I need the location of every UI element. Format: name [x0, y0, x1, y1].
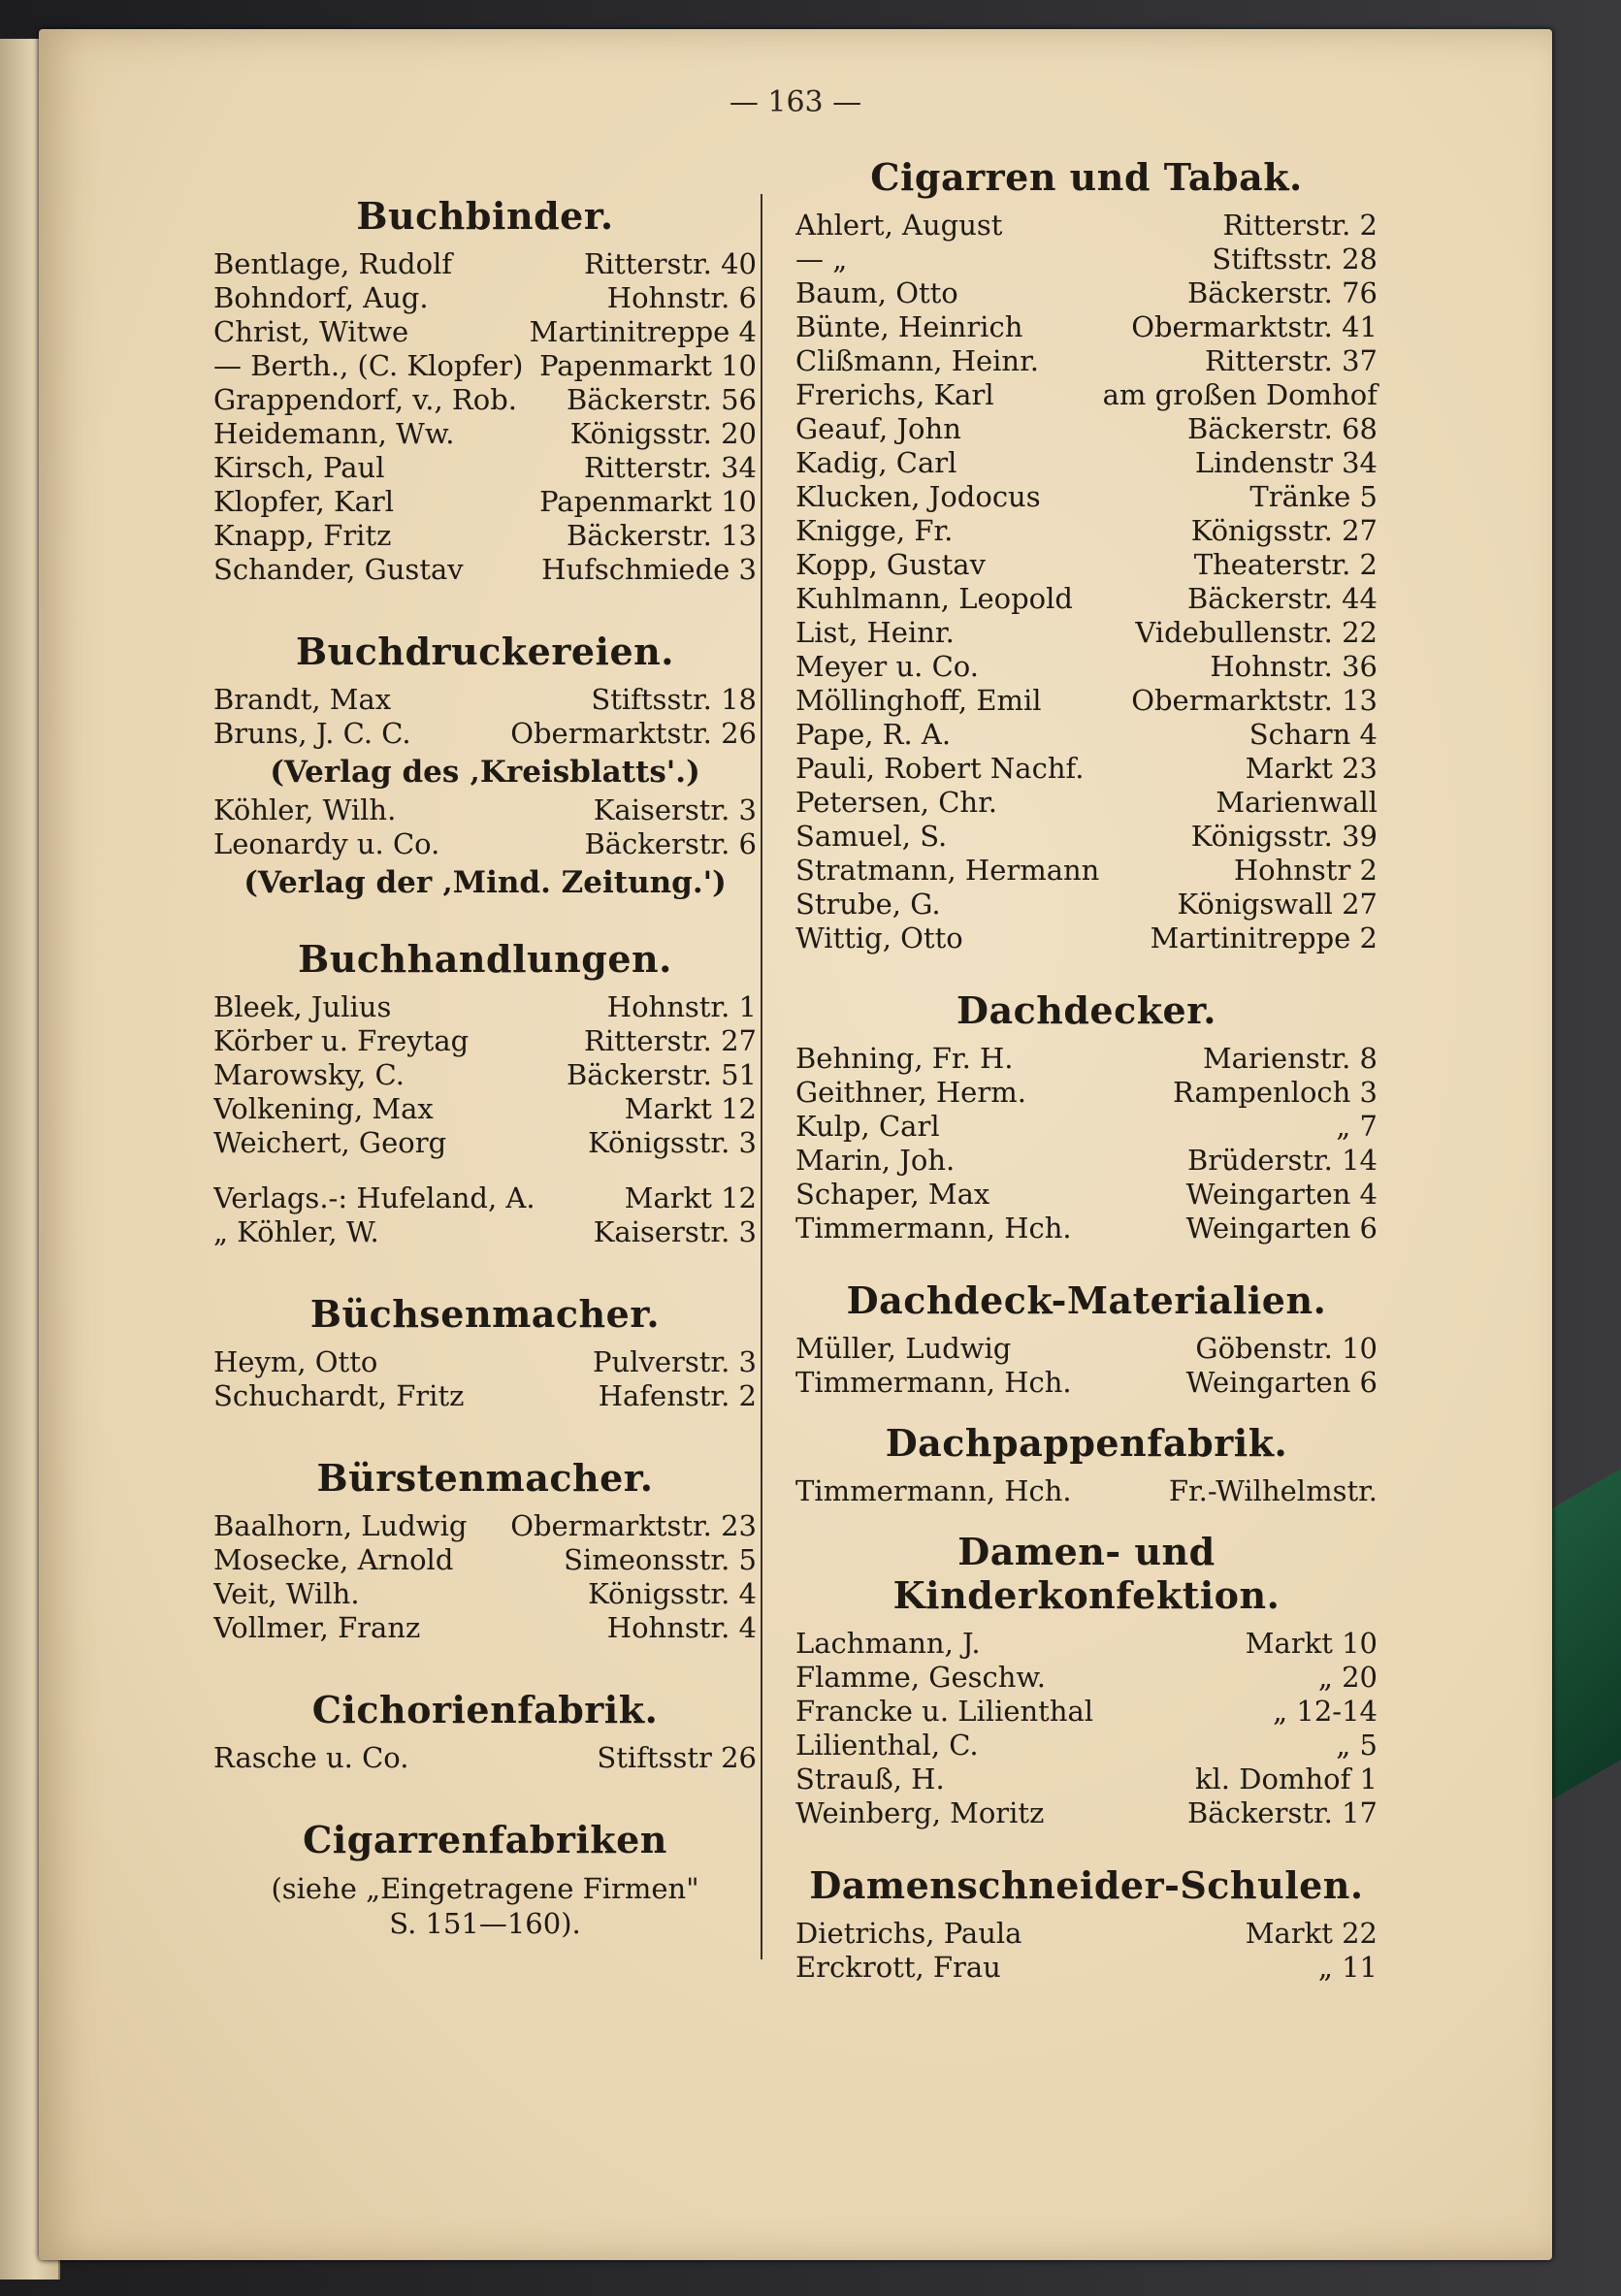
entry-list [213, 247, 757, 587]
directory-entry [795, 1332, 1378, 1366]
entry-name: Baum, Otto [795, 276, 958, 309]
entry-name: Pape, R. A. [795, 718, 952, 751]
directory-entry [213, 793, 757, 827]
entry-name: Christ, Witwe [213, 315, 409, 348]
directory-entry [795, 1178, 1378, 1212]
directory-entry [213, 519, 757, 553]
directory-entry [795, 209, 1378, 243]
entry-name: List, Heinr. [795, 616, 955, 649]
entry-list [213, 793, 757, 861]
entry-name: Heym, Otto [213, 1345, 378, 1378]
directory-entry [213, 1215, 757, 1249]
entry-name: Strauß, H. [795, 1762, 945, 1795]
directory-entry [213, 1577, 757, 1611]
entry-name: Marin, Joh. [795, 1144, 956, 1177]
entry-address: Scharn 4 [1248, 718, 1378, 751]
directory-entry [795, 548, 1378, 582]
entry-name: Bleek, Julius [213, 990, 392, 1023]
entry-address: Theaterstr. 2 [1193, 548, 1378, 581]
entry-name: Frerichs, Karl [795, 378, 994, 411]
entry-name: Kuhlmann, Leopold [795, 582, 1073, 615]
entry-address: Stiftsstr. 18 [591, 683, 757, 716]
directory-entry [213, 827, 757, 861]
entry-name: Pauli, Robert Nachf. [795, 752, 1085, 785]
entry-address: Weingarten 6 [1185, 1366, 1378, 1399]
entry-name: „ Köhler, W. [213, 1215, 379, 1248]
directory-entry [795, 752, 1378, 786]
section-title: Buchhandlungen. [298, 937, 672, 981]
entry-address: „ 5 [1336, 1729, 1378, 1762]
section-title: Dachpappenfabrik. [885, 1421, 1288, 1465]
entry-address: Bäckerstr. 6 [584, 827, 757, 860]
directory-entry [795, 1042, 1378, 1076]
directory-entry [213, 383, 757, 417]
directory-entry [795, 854, 1378, 888]
entry-name: Lachmann, J. [795, 1627, 981, 1660]
entry-name: — Berth., (C. Klopfer) [213, 349, 524, 382]
section-title: Damenschneider-Schulen. [809, 1863, 1364, 1907]
entry-name: Kadig, Carl [795, 446, 957, 479]
entry-address: Weingarten 6 [1185, 1212, 1378, 1245]
directory-entry [795, 378, 1378, 412]
directory-entry [213, 315, 757, 349]
directory-entry [795, 310, 1378, 344]
directory-entry [795, 1796, 1378, 1830]
directory-entry [795, 1144, 1378, 1178]
entry-address: Marienwall [1216, 786, 1378, 819]
entry-name: Timmermann, Hch. [795, 1474, 1072, 1507]
section-title: Damen- und Kinderkonfektion. [892, 1530, 1281, 1617]
directory-entry [213, 683, 757, 717]
entry-list [795, 1332, 1378, 1400]
publisher-note: (Verlag der ‚Mind. Zeitung.') [243, 865, 727, 900]
publisher-note: (Verlag des ‚Kreisblatts'.) [270, 755, 700, 790]
entry-name: Behning, Fr. H. [795, 1042, 1014, 1075]
entry-name: Körber u. Freytag [213, 1024, 470, 1057]
directory-entry [213, 1345, 757, 1379]
entry-name: — „ [795, 243, 848, 275]
page-number: — 163 — [729, 85, 862, 119]
directory-entry [795, 412, 1378, 446]
entry-address: Hohnstr 2 [1233, 854, 1378, 887]
entry-address: Martinitreppe 4 [529, 315, 757, 348]
entry-address: Obermarktstr. 23 [510, 1509, 757, 1542]
entry-address: Rampenloch 3 [1172, 1076, 1378, 1109]
book-page [39, 29, 1552, 2260]
directory-entry [795, 1951, 1378, 1985]
directory-entry [213, 1058, 757, 1092]
entry-name: Geithner, Herm. [795, 1076, 1026, 1109]
entry-name: Mosecke, Arnold [213, 1543, 454, 1576]
entry-name: Bünte, Heinrich [795, 310, 1023, 343]
section-title: Buchdruckereien. [295, 630, 675, 673]
entry-name: Strube, G. [795, 888, 941, 921]
entry-name: Baalhorn, Ludwig [213, 1509, 468, 1542]
entry-name: Meyer u. Co. [795, 650, 979, 683]
entry-address: Bäckerstr. 13 [567, 519, 757, 552]
directory-entry [795, 1762, 1378, 1796]
entry-address: Kaiserstr. 3 [593, 793, 757, 826]
entry-name: Dietrichs, Paula [795, 1917, 1022, 1950]
directory-entry [795, 1917, 1378, 1951]
entry-address: Königsstr. 39 [1190, 820, 1378, 853]
entry-address: Bäckerstr. 56 [567, 383, 757, 416]
directory-entry [213, 717, 757, 751]
entry-name: Weinberg, Moritz [795, 1796, 1045, 1829]
directory-entry [213, 1611, 757, 1645]
entry-name: Schuchardt, Fritz [213, 1379, 465, 1412]
directory-entry [795, 514, 1378, 548]
entry-address: Göbenstr. 10 [1195, 1332, 1378, 1365]
directory-entry [795, 888, 1378, 922]
entry-list [795, 1917, 1378, 1985]
entry-name: Weichert, Georg [213, 1126, 447, 1159]
entry-address: Weingarten 4 [1185, 1178, 1378, 1211]
entry-name: Kirsch, Paul [213, 451, 385, 484]
entry-name: Geauf, John [795, 412, 961, 445]
entry-address: kl. Domhof 1 [1194, 1762, 1378, 1795]
entry-address: Kaiserstr. 3 [593, 1215, 757, 1248]
entry-address: Videbullenstr. 22 [1135, 616, 1378, 649]
entry-address: Ritterstr. 37 [1205, 344, 1378, 377]
entry-address: Markt 10 [1245, 1627, 1378, 1660]
entry-list [795, 1627, 1378, 1830]
entry-name: Francke u. Lilienthal [795, 1695, 1094, 1728]
directory-entry [795, 650, 1378, 684]
entry-name: Brandt, Max [213, 683, 392, 716]
entry-name: Möllinghoff, Emil [795, 684, 1042, 717]
entry-name: Stratmann, Hermann [795, 854, 1100, 887]
section-title: Dachdeck-Materialien. [846, 1278, 1327, 1322]
entry-address: Hohnstr. 36 [1210, 650, 1378, 683]
entry-address: Tränke 5 [1249, 480, 1378, 513]
directory-entry [213, 247, 757, 281]
entry-name: Samuel, S. [795, 820, 948, 853]
entry-name: Köhler, Wilh. [213, 793, 397, 826]
directory-entry [795, 446, 1378, 480]
entry-name: Marowsky, C. [213, 1058, 405, 1091]
cross-reference: (siehe „Eingetragene Firmen" [271, 1872, 699, 1905]
entry-address: Bäckerstr. 44 [1187, 582, 1378, 615]
entry-address: Pulverstr. 3 [593, 1345, 757, 1378]
entry-name: Kulp, Carl [795, 1110, 940, 1143]
entry-name: Clißmann, Heinr. [795, 344, 1039, 377]
entry-address: Hohnstr. 4 [606, 1611, 757, 1644]
directory-entry [795, 344, 1378, 378]
section-title: Bürstenmacher. [316, 1456, 654, 1500]
entry-name: Knapp, Fritz [213, 519, 392, 552]
section-title: Dachdecker. [956, 988, 1216, 1032]
entry-name: Bentlage, Rudolf [213, 247, 453, 280]
left-column [213, 194, 757, 1941]
directory-entry [795, 922, 1378, 955]
directory-entry [213, 1126, 757, 1160]
directory-entry [213, 1741, 757, 1775]
directory-entry [795, 1661, 1378, 1695]
entry-name: Leonardy u. Co. [213, 827, 440, 860]
entry-address: „ 11 [1317, 1951, 1378, 1984]
entry-address: Lindenstr 34 [1194, 446, 1378, 479]
directory-entry [795, 684, 1378, 718]
directory-entry [213, 1543, 757, 1577]
entry-address: Papenmarkt 10 [539, 349, 757, 382]
directory-entry [795, 820, 1378, 854]
entry-address: Markt 23 [1245, 752, 1378, 785]
section-title: Cigarren und Tabak. [870, 155, 1303, 199]
entry-address: Ritterstr. 27 [584, 1024, 757, 1057]
directory-entry [213, 1509, 757, 1543]
entry-address: Ritterstr. 40 [584, 247, 757, 280]
entry-address: Fr.-Wilhelmstr. [1168, 1474, 1378, 1507]
entry-address: Obermarktstr. 26 [510, 717, 757, 750]
directory-entry [213, 281, 757, 315]
entry-address: Markt 12 [624, 1092, 757, 1125]
directory-entry [213, 451, 757, 485]
entry-list [213, 1181, 757, 1249]
entry-name: Timmermann, Hch. [795, 1212, 1072, 1245]
entry-address: Simeonsstr. 5 [564, 1543, 757, 1576]
entry-address: Stiftsstr. 28 [1212, 243, 1378, 275]
entry-list [213, 990, 757, 1160]
entry-address: Obermarktstr. 13 [1131, 684, 1378, 717]
entry-address: „ 7 [1336, 1110, 1378, 1143]
directory-entry [795, 1627, 1378, 1661]
entry-name: Heidemann, Ww. [213, 417, 455, 450]
directory-entry [795, 1212, 1378, 1245]
directory-entry [213, 417, 757, 451]
entry-name: Grappendorf, v., Rob. [213, 383, 517, 416]
entry-address: Hafenstr. 2 [598, 1379, 757, 1412]
section-title: Büchsenmacher. [309, 1292, 661, 1336]
entry-address: Hohnstr. 6 [606, 281, 757, 314]
directory-entry [795, 1729, 1378, 1762]
entry-name: Lilienthal, C. [795, 1729, 979, 1762]
directory-entry [795, 276, 1378, 310]
entry-address: „ 12-14 [1273, 1695, 1378, 1728]
directory-entry [213, 1024, 757, 1058]
entry-name: Kopp, Gustav [795, 548, 986, 581]
directory-entry [795, 243, 1378, 276]
entry-address: „ 20 [1317, 1661, 1378, 1694]
directory-entry [795, 582, 1378, 616]
entry-address: Königsstr. 4 [588, 1577, 757, 1610]
entry-name: Verlags.-: Hufeland, A. [213, 1181, 535, 1214]
entry-address: Marienstr. 8 [1202, 1042, 1378, 1075]
entry-list [795, 1474, 1378, 1508]
entry-address: Markt 12 [624, 1181, 757, 1214]
entry-address: Bäckerstr. 68 [1187, 412, 1378, 445]
directory-entry [795, 480, 1378, 514]
entry-name: Bohndorf, Aug. [213, 281, 429, 314]
entry-list [213, 1741, 757, 1775]
entry-list [213, 1345, 757, 1413]
entry-address: Ritterstr. 2 [1222, 209, 1378, 242]
column-divider [761, 194, 762, 1959]
entry-list [213, 1509, 757, 1645]
cross-reference-pages: S. 151—160). [389, 1907, 581, 1940]
entry-name: Rasche u. Co. [213, 1741, 409, 1774]
entry-name: Ahlert, August [795, 209, 1003, 242]
entry-name: Wittig, Otto [795, 922, 963, 954]
directory-entry [795, 1076, 1378, 1110]
entry-name: Müller, Ludwig [795, 1332, 1012, 1365]
entry-address: Königsstr. 20 [569, 417, 757, 450]
directory-entry [795, 718, 1378, 752]
entry-address: Königswall 27 [1177, 888, 1378, 921]
directory-entry [213, 1379, 757, 1413]
entry-name: Klucken, Jodocus [795, 480, 1041, 513]
entry-address: Königsstr. 3 [588, 1126, 757, 1159]
entry-list [213, 683, 757, 751]
entry-address: Martinitreppe 2 [1150, 922, 1378, 954]
directory-entry [795, 616, 1378, 650]
directory-entry [795, 786, 1378, 820]
entry-address: Bäckerstr. 51 [567, 1058, 757, 1091]
section-title: Cichorienfabrik. [311, 1688, 659, 1731]
entry-address: Markt 22 [1245, 1917, 1378, 1950]
entry-name: Bruns, J. C. C. [213, 717, 411, 750]
directory-entry [213, 553, 757, 587]
entry-address: Obermarktstr. 41 [1131, 310, 1378, 343]
directory-entry [795, 1366, 1378, 1400]
directory-entry [213, 990, 757, 1024]
entry-name: Schander, Gustav [213, 553, 464, 586]
entry-name: Veit, Wilh. [213, 1577, 360, 1610]
entry-address: Ritterstr. 34 [584, 451, 757, 484]
entry-address: am großen Domhof [1102, 378, 1378, 411]
section-title: Cigarrenfabriken [303, 1818, 667, 1861]
directory-entry [795, 1695, 1378, 1729]
entry-list [795, 209, 1378, 955]
directory-entry [213, 485, 757, 519]
directory-entry [795, 1474, 1378, 1508]
entry-name: Erckrott, Frau [795, 1951, 1001, 1984]
directory-entry [213, 1181, 757, 1215]
entry-name: Flamme, Geschw. [795, 1661, 1047, 1694]
directory-entry [795, 1110, 1378, 1144]
entry-name: Schaper, Max [795, 1178, 990, 1211]
right-column [795, 155, 1378, 1985]
entry-address: Königsstr. 27 [1190, 514, 1378, 547]
section-title: Buchbinder. [356, 194, 614, 238]
entry-address: Papenmarkt 10 [539, 485, 757, 518]
entry-address: Stiftsstr 26 [597, 1741, 757, 1774]
entry-address: Hohnstr. 1 [606, 990, 757, 1023]
entry-list [795, 1042, 1378, 1245]
entry-name: Klopfer, Karl [213, 485, 395, 518]
entry-name: Timmermann, Hch. [795, 1366, 1072, 1399]
entry-name: Volkening, Max [213, 1092, 434, 1125]
entry-name: Petersen, Chr. [795, 786, 997, 819]
entry-address: Hufschmiede 3 [541, 553, 757, 586]
directory-entry [213, 1092, 757, 1126]
entry-address: Brüderstr. 14 [1187, 1144, 1378, 1177]
entry-address: Bäckerstr. 76 [1187, 276, 1378, 309]
entry-name: Vollmer, Franz [213, 1611, 421, 1644]
directory-entry [213, 349, 757, 383]
entry-address: Bäckerstr. 17 [1187, 1796, 1378, 1829]
entry-name: Knigge, Fr. [795, 514, 954, 547]
